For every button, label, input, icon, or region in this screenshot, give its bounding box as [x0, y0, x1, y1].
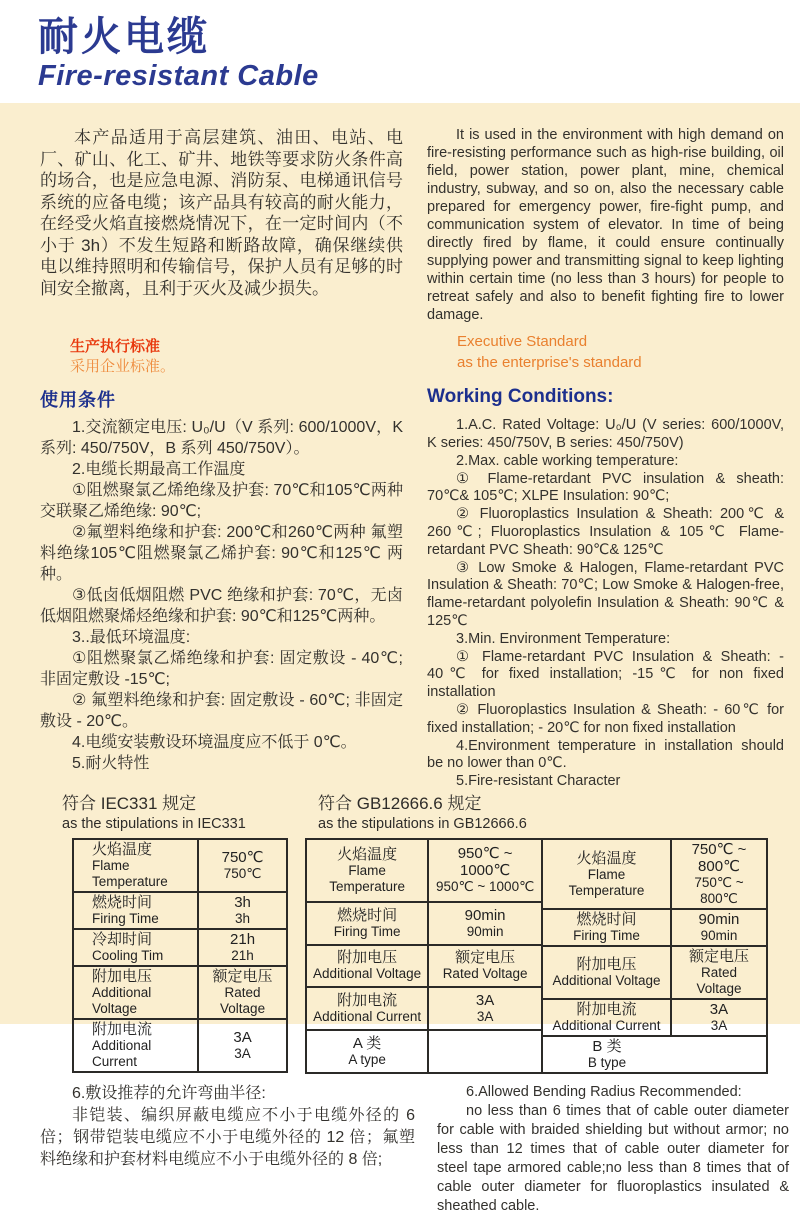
conditions-list-cn [40, 417, 403, 774]
cell-type-cn: B 类 [592, 1038, 622, 1056]
table-gb12666-b [541, 838, 768, 1074]
table-row-type-a [306, 1030, 542, 1073]
cell-label-cn: 附加电流 [92, 1021, 153, 1039]
condition-item-cn: 2.电缆长期最高工作温度 [72, 461, 246, 479]
cell-label-en: Additional Voltage [92, 985, 152, 1017]
cell-value-en: Rated Voltage [442, 966, 528, 982]
condition-item-cn: ①阻燃聚氯乙烯绝缘及护套: 70℃和105℃两种交联聚乙烯绝缘: 90℃; [40, 482, 403, 521]
intro-paragraph-cn: 本产品适用于高层建筑、油田、电站、电厂、矿山、化工、矿井、地铁等要求防火条件高的场合，也是应急电源、消防泵、电梯通讯信号系统的应备电缆；该产品具有较高的耐火能力，在经受火焰直接燃烧情况下，在一定时间内（不小于 3h）不发生短路和断路故障，确保继续供电以维持照明和传输信号，保护人员有足够的时间安全撤离，且利于灭火及减少损失。 [40, 128, 403, 299]
condition-item-en: 3.Min. Environment Temperature: [456, 630, 671, 647]
table-row [542, 999, 767, 1036]
intro-paragraph-en: It is used in the environment with high demand on fire-resisting performance such as high-rise building, oil field, power station, power plant, mine, chemical industry, subway, and so on, also the necessary cable prepared for emergency power, fire-fight pump, and communication system of elevator. In time of being directly fired by flame, it could ensure continually supplying power and transmitting signal to keep lighting within certain time (no less than 3 hours) for people to retreat safely and also to benefit fighting fire to lower damage. [427, 127, 784, 323]
bending-body-cn: 非铠装、编织屏蔽电缆应不小于电缆外径的 6 倍；钢带铠装电缆应不小于电缆外径的 12 倍；氟塑料绝缘和护套材料电缆应不小于电缆外径的 8 倍; [40, 1107, 415, 1169]
caption-gb12666-en: as the stipulations in GB12666.6 [318, 816, 527, 833]
cell-value-en: 750℃ [223, 866, 262, 882]
table-row [542, 909, 767, 946]
cell-value-cn: 750℃ [221, 849, 264, 867]
cell-label-en: Cooling Tim [92, 948, 164, 964]
condition-item-cn: 3..最低环境温度: [72, 629, 191, 647]
cell-value-en: 3A [234, 1046, 251, 1062]
condition-item-en: 2.Max. cable working temperature: [456, 452, 679, 469]
table-row [542, 839, 767, 909]
bending-title-en: 6.Allowed Bending Radius Recommended: [466, 1084, 742, 1101]
cell-label-cn: 火焰温度 [576, 849, 637, 867]
cell-value-en: 90min [466, 923, 504, 939]
table-row [306, 902, 542, 945]
cell-value-en: 3A [710, 1018, 728, 1034]
caption-gb12666-cn: 符合 GB12666.6 规定 [318, 793, 482, 813]
cell-value-en: 3h [235, 911, 251, 927]
table-iec331 [72, 838, 288, 1073]
cell-label-cn: 冷却时间 [92, 931, 153, 949]
heading-working-conditions-cn: 使用条件 [40, 390, 116, 411]
condition-item-en: ② Fluoroplastics Insulation & Sheath: 200℃ & 260℃; Fluoroplastics Insulation & 105℃ Flame-retardant PVC Sheath: 90℃& 125℃ [427, 506, 784, 558]
condition-item-en: ① Flame-retardant PVC insulation & sheath: 70℃& 105℃; XLPE Insulation: 90℃; [427, 470, 784, 505]
condition-item-en: 1.A.C. Rated Voltage: U₀/U (V series: 600/1000V, K series: 450/750V, B series: 450/750V) [427, 417, 784, 451]
table-row [73, 892, 287, 929]
cell-label-cn: 附加电压 [337, 949, 398, 967]
conditions-lists [40, 412, 784, 791]
intro-section [40, 127, 784, 325]
condition-item-cn: 1.交流额定电压: U₀/U（V 系列: 600/1000V，K 系列: 450/750V，B 系列 450/750V）。 [40, 419, 403, 458]
cell-value-cn: 21h [230, 931, 256, 949]
cell-label-en: Flame Temperature [568, 866, 645, 898]
cell-label-cn: 燃烧时间 [576, 911, 637, 929]
cell-value-cn: 额定电压 [688, 948, 749, 966]
bending-radius-section [40, 1083, 789, 1216]
cell-value-cn: 3A [709, 1001, 729, 1019]
condition-item-en: ③ Low Smoke & Halogen, Flame-retardant PVC Insulation & Sheath: 70℃; Low Smoke & Halogen-free, flame-retardant polyolefin Insulation & Sheath: 90℃ & 125℃ [427, 559, 784, 629]
condition-item-cn: ③低卤低烟阻燃 PVC 绝缘和护套: 70℃，无卤低烟阻燃聚烯烃绝缘和护套: 90℃和125℃两种。 [40, 587, 403, 626]
cell-type-en: A type [348, 1052, 386, 1068]
condition-item-cn: 5.耐火特性 [72, 755, 150, 773]
cell-label-cn: 火焰温度 [337, 845, 398, 863]
standard-value-en: as the enterprise's standard [457, 354, 642, 372]
cell-label-en: Additional Current [313, 1009, 422, 1025]
cell-label-cn: 附加电流 [576, 1001, 637, 1019]
tables-row [72, 838, 784, 1074]
cell-label-cn: 附加电压 [576, 956, 637, 974]
cell-value-cn: 3A [475, 992, 495, 1010]
cell-label-cn: 附加电流 [337, 992, 398, 1010]
cell-value-en: Rated Voltage [696, 965, 742, 997]
cell-value-cn: 750℃ ~ 800℃ [691, 841, 747, 876]
condition-item-en: ② Fluoroplastics Insulation & Sheath: - 60℃ for fixed installation; - 20℃ for non fixed installation [427, 701, 784, 736]
cell-value-en: 950℃ ~ 1000℃ [435, 879, 535, 895]
condition-item-cn: 4.电缆安装敷设环境温度应不低于 0℃。 [72, 734, 357, 752]
cell-label-cn: 燃烧时间 [337, 906, 398, 924]
cell-label-en: Flame Temperature [92, 858, 168, 890]
condition-item-cn: ①阻燃聚氯乙烯绝缘和护套: 固定敷设 - 40℃; 非固定敷设 -15℃; [40, 650, 403, 689]
standard-section [40, 325, 784, 378]
bending-body-en: no less than 6 times that of cable outer diameter for cable with braided shielding but without armor; no less than 12 times that of cable outer diameter for steel tape armored cable;no less than 8 times that of cable outer diameter for fluoroplastics insulated & sheathed cable. [437, 1103, 789, 1215]
cell-value-cn: 3h [234, 894, 251, 912]
caption-iec331 [62, 793, 318, 835]
standard-block-en [457, 331, 784, 375]
page-content [0, 103, 800, 1216]
table-gb12666-group [305, 838, 768, 1074]
cell-value-cn: 90min [698, 911, 740, 929]
cell-value-cn: 额定电压 [455, 949, 516, 967]
standard-value-cn: 采用企业标准。 [70, 357, 176, 375]
cell-value-en: 21h [231, 948, 254, 964]
heading-working-conditions-en: Working Conditions: [427, 386, 614, 408]
table-row [306, 945, 542, 988]
cell-value-cn: 3A [233, 1029, 252, 1047]
cell-label-en: Additional Current [92, 1038, 152, 1070]
cell-label-en: Additional Voltage [313, 966, 422, 982]
cell-label-cn: 附加电压 [92, 968, 153, 986]
table-captions [40, 793, 784, 835]
conditions-list-en [427, 417, 784, 791]
page-header [0, 0, 800, 103]
condition-item-en: 5.Fire-resistant Character [456, 773, 621, 790]
table-row [542, 946, 767, 999]
cell-label-en: Firing Time [573, 928, 640, 944]
standard-label-en: Executive Standard [457, 332, 588, 350]
condition-item-cn: ②氟塑料绝缘和护套: 200℃和260℃两种 氟塑料绝缘105℃阻燃聚氯乙烯护套: 90℃和125℃ 两种。 [40, 524, 403, 584]
table-row [73, 966, 287, 1019]
table-row [73, 929, 287, 966]
table-row-type-b [542, 1036, 767, 1073]
table-row [306, 839, 542, 902]
cell-value-en: 750℃ ~ 800℃ [694, 875, 744, 907]
cell-label-cn: 火焰温度 [92, 841, 153, 859]
cell-value-cn: 额定电压 [212, 968, 273, 986]
caption-iec331-en: as the stipulations in IEC331 [62, 816, 246, 833]
cell-type-en: B type [587, 1055, 627, 1071]
table-gb12666-a [305, 838, 543, 1074]
cell-label-en: Firing Time [92, 911, 159, 927]
cell-value-en: Rated Voltage [220, 985, 266, 1017]
cell-value-cn: 950℃ ~ 1000℃ [457, 845, 513, 880]
page-title-cn: 耐火电缆 [38, 15, 210, 59]
condition-item-en: ① Flame-retardant PVC Insulation & Sheath: - 40℃ for fixed installation; -15℃ for non fixed installation [427, 648, 784, 701]
standard-label-cn: 生产执行标准 [70, 337, 161, 355]
fire-test-tables-section [40, 793, 784, 1074]
condition-item-cn: ② 氟塑料绝缘和护套: 固定敷设 - 60℃; 非固定敷设 - 20℃。 [40, 692, 403, 731]
conditions-headings [40, 377, 784, 412]
table-row [73, 839, 287, 892]
cell-type-cn: A 类 [352, 1035, 382, 1053]
cell-label-en: Flame Temperature [329, 862, 405, 894]
caption-gb12666 [318, 793, 527, 835]
condition-item-en: 4.Environment temperature in installation should be no lower than 0℃. [427, 737, 784, 772]
cell-label-en: Additional Current [552, 1018, 661, 1034]
table-row [306, 987, 542, 1030]
table-row [73, 1019, 287, 1072]
bending-title-cn: 6.敷设推荐的允许弯曲半径: [72, 1085, 266, 1103]
cell-value-en: 3A [476, 1009, 494, 1025]
caption-iec331-cn: 符合 IEC331 规定 [62, 793, 197, 813]
page-title-en: Fire-resistant Cable [38, 60, 319, 92]
cell-label-en: Additional Voltage [552, 973, 661, 989]
cell-value-cn: 90min [464, 906, 506, 924]
cell-label-en: Firing Time [333, 923, 401, 939]
cell-label-cn: 燃烧时间 [92, 894, 153, 912]
cell-value-en: 90min [700, 928, 738, 944]
standard-block-cn [70, 337, 403, 378]
